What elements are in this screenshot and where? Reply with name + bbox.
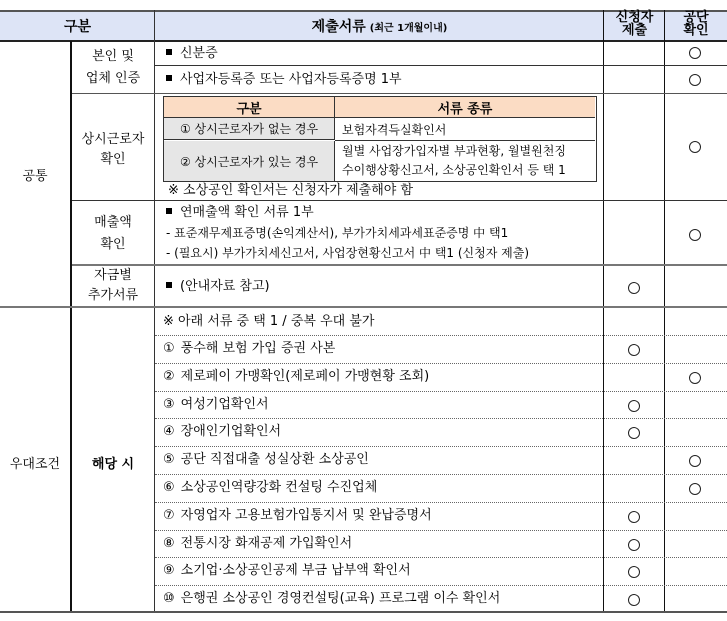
item-text: 여성기업확인서 [180, 396, 269, 412]
preferential-label: 우대조건 [9, 456, 61, 472]
applicant-check-circle-icon [628, 282, 640, 294]
dotted-row-separator [155, 335, 727, 336]
dotted-row-separator [155, 474, 727, 475]
applicant-check-circle-icon [628, 566, 640, 578]
dotted-row-separator [155, 446, 727, 447]
item-text: 자영업자 고용보험가입통지서 및 완납증명서 [180, 507, 432, 523]
item-text: 소상공인역량강화 컨설팅 수진업체 [180, 480, 378, 495]
item-number: ⑦ [163, 507, 175, 523]
applicant-check-circle-icon [628, 400, 640, 412]
item-text: 공단 직접대출 성실상환 소상공인 [180, 452, 369, 468]
dotted-row-separator [155, 585, 727, 586]
applicant-check-circle-icon [628, 594, 640, 606]
inner-header-docs: 서류 종류 [335, 97, 595, 118]
bullet-icon [166, 208, 172, 214]
agency-check-circle-icon [689, 74, 701, 86]
preferential-note: ※ 아래 서류 중 택 1 / 중복 우대 불가 [163, 314, 375, 329]
identity-label: 본인 및 업체 인증 [85, 49, 141, 86]
dotted-row-separator [155, 502, 727, 503]
inner-row-sep [335, 140, 595, 141]
preferential-sub-label: 해당 시 [91, 456, 135, 472]
sales-doc-main: 연매출액 확인 서류 1부 [166, 205, 314, 221]
agency-check-circle-icon [689, 372, 701, 384]
preferential-item [163, 536, 352, 552]
identity-doc-1: 신분증 [166, 46, 218, 62]
item-text: 풍수해 보험 가입 증권 사본 [180, 341, 336, 356]
common-label: 공통 [22, 168, 48, 184]
worker-note: ※ 소상공인 확인서는 신청자가 제출해야 함 [168, 183, 414, 198]
identity-bottom [72, 93, 727, 94]
agency-check-circle-icon [689, 455, 701, 467]
table-bottom-border [0, 611, 727, 613]
vline-docs [154, 10, 155, 612]
sales-bottom [72, 264, 727, 266]
preferential-item [163, 369, 429, 385]
agency-check-circle-icon [689, 229, 701, 241]
item-number: ② [163, 368, 175, 384]
vline-applicant [603, 10, 604, 612]
worker-bottom [72, 200, 727, 201]
preferential-item [163, 341, 335, 357]
dotted-row-separator [155, 530, 727, 531]
worker-inner-table [163, 96, 597, 182]
header-documents [155, 12, 604, 40]
inner-docs-2: 월별 사업장가입자별 부과현황, 월별원천징 수이행상황신고서, 소상공인확인서 등 택 1 [342, 144, 566, 177]
dotted-row-separator [155, 418, 727, 419]
bullet-icon [166, 49, 172, 55]
item-text: 은행권 소상공인 경영컨설팅(교육) 프로그램 이수 확인서 [180, 591, 501, 607]
bullet-icon [166, 75, 172, 81]
header-documents-note: (최근 1개월이내) [369, 22, 448, 34]
preferential-item [163, 480, 377, 496]
item-text: 전통시장 화재공제 가입확인서 [180, 535, 353, 551]
dotted-row-separator [155, 391, 727, 392]
item-text: 장애인기업확인서 [180, 424, 282, 440]
identity-row-sep [155, 65, 727, 66]
applicant-check-circle-icon [628, 539, 640, 551]
agency-check-circle-icon [689, 141, 701, 153]
header-category: 구분 [63, 19, 92, 35]
inner-header-case: 구분 [164, 97, 335, 118]
preferential-item [163, 424, 281, 440]
fund-doc: (안내자료 참고) [166, 279, 270, 295]
item-number: ⑩ [163, 591, 175, 607]
header-documents-title: 제출서류 [311, 19, 366, 35]
applicant-check-circle-icon [628, 427, 640, 439]
agency-check-circle-icon [689, 47, 701, 59]
header-agency-confirm: 공단 확인 [683, 10, 709, 38]
preferential-item [163, 508, 432, 524]
item-number: ⑧ [163, 535, 175, 551]
vline-sub [70, 41, 72, 612]
item-number: ⑥ [163, 480, 175, 495]
applicant-check-circle-icon [628, 511, 640, 523]
sales-doc-sub-1: - 표준재무제표증명(손익계산서), 부가가치세과세표준증명 中 택1 [166, 226, 509, 240]
preferential-item [163, 452, 369, 468]
section-divider [0, 306, 727, 308]
preferential-item [163, 397, 269, 413]
fund-label: 자금별 추가서류 [87, 268, 139, 303]
header-applicant-submit: 신청자 제출 [615, 10, 654, 38]
agency-check-circle-icon [689, 483, 701, 495]
dotted-row-separator [155, 363, 727, 364]
item-text: 제로페이 가맹확인(제로페이 가맹현황 조회) [180, 368, 430, 384]
preferential-item [163, 591, 500, 607]
inner-case-2: ② 상시근로자가 있는 경우 [164, 141, 335, 181]
preferential-item [163, 563, 411, 579]
item-number: ① [163, 341, 175, 356]
inner-case-1: ① 상시근로자가 없는 경우 [164, 118, 335, 140]
sales-label: 매출액 확인 [94, 215, 132, 252]
vline-agency [664, 10, 665, 612]
item-text: 소기업·소상공인공제 부금 납부액 확인서 [180, 563, 411, 579]
dotted-row-separator [155, 557, 727, 558]
item-number: ⑤ [163, 452, 175, 468]
item-number: ③ [163, 396, 175, 412]
bullet-icon [166, 282, 172, 288]
item-number: ⑨ [163, 563, 175, 579]
sales-doc-sub-2: - (필요시) 부가가치세신고서, 사업장현황신고서 中 택1 (신청자 제출) [166, 246, 530, 260]
inner-docs-1: 보험자격득실확인서 [342, 123, 447, 137]
worker-label: 상시근로자 확인 [81, 132, 145, 167]
identity-doc-2: 사업자등록증 또는 사업자등록증명 1부 [166, 72, 402, 88]
applicant-check-circle-icon [628, 344, 640, 356]
item-number: ④ [163, 424, 175, 440]
